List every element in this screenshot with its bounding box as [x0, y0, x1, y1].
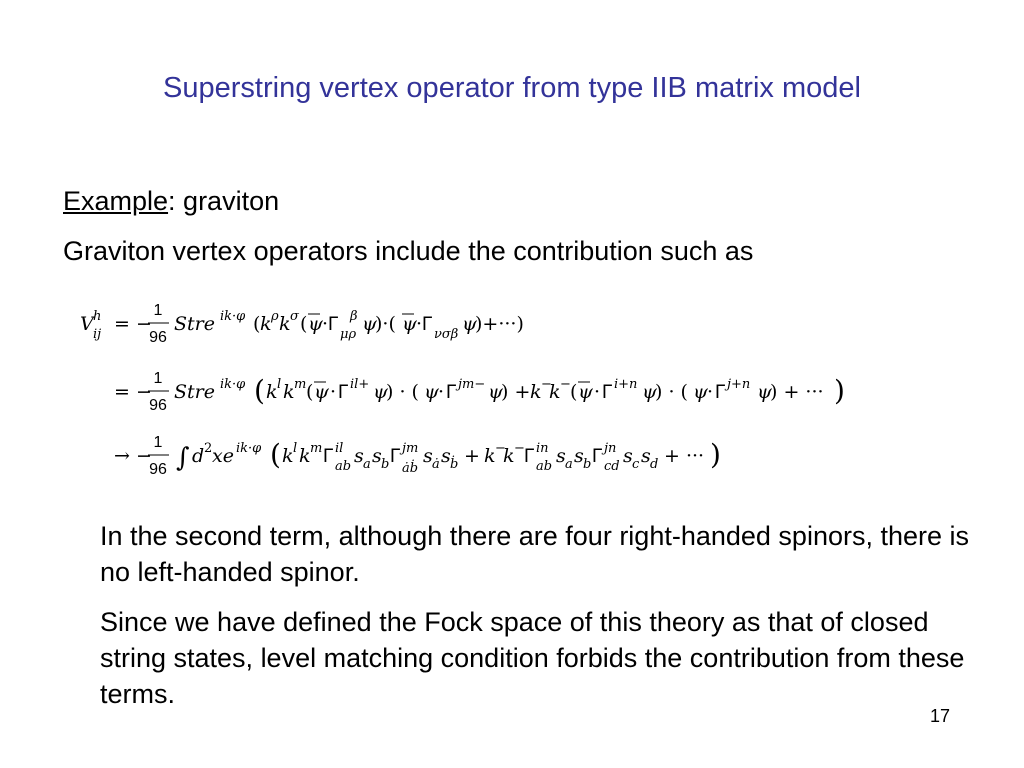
svg-text:) +: ) +: [501, 381, 531, 403]
svg-text:ψ: ψ: [642, 381, 657, 403]
svg-text:∫: ∫: [176, 443, 190, 473]
svg-text:96: 96: [149, 461, 167, 478]
svg-text:−: −: [136, 381, 152, 403]
svg-text:−: −: [514, 441, 525, 456]
svg-text:ρ: ρ: [271, 309, 279, 324]
svg-text:ab: ab: [536, 459, 553, 474]
svg-text:): ): [710, 438, 721, 471]
svg-text:→: →: [114, 445, 130, 467]
svg-text:jm: jm: [402, 441, 419, 456]
svg-text:s: s: [354, 445, 364, 467]
svg-text:k: k: [266, 381, 278, 403]
svg-text:=: =: [114, 381, 130, 403]
svg-text:96: 96: [149, 329, 167, 346]
svg-text:) + ···: ) + ···: [770, 381, 824, 403]
svg-text:·: ·: [594, 381, 601, 403]
svg-text:Γ: Γ: [390, 446, 401, 467]
svg-text:ij: ij: [93, 327, 102, 342]
svg-text:(: (: [270, 438, 281, 471]
svg-text:ψ: ψ: [578, 381, 593, 403]
svg-text:d: d: [192, 445, 205, 467]
svg-text:(: (: [570, 381, 578, 403]
paragraph-fock-space: Since we have defined the Fock space of this theory as that of closed string states, level matching condition forbids the contribution from these terms.: [100, 607, 965, 709]
svg-text:1: 1: [153, 434, 163, 451]
svg-text:l: l: [293, 441, 298, 456]
svg-text:μρ: μρ: [340, 327, 357, 342]
svg-text:(: (: [300, 313, 308, 335]
svg-text:ψ: ψ: [373, 381, 388, 403]
svg-text:)·(: )·(: [375, 313, 396, 335]
svg-text:νσβ: νσβ: [434, 327, 459, 342]
equation-block: [80, 290, 990, 490]
svg-text:k: k: [549, 381, 561, 403]
svg-text:cd: cd: [604, 459, 620, 474]
svg-text:k: k: [279, 313, 291, 335]
svg-text:ψ: ψ: [462, 313, 477, 335]
svg-text:il+: il+: [350, 377, 370, 392]
svg-text:Γ: Γ: [524, 446, 535, 467]
svg-text:jn: jn: [604, 441, 617, 456]
svg-text:Γ: Γ: [446, 382, 457, 403]
svg-text:ḃ: ḃ: [450, 457, 459, 472]
svg-text:s: s: [441, 445, 451, 467]
equation-3: [114, 434, 721, 478]
svg-text:ψ: ψ: [362, 313, 377, 335]
svg-text:96: 96: [149, 397, 167, 414]
svg-text:)+···): )+···): [475, 313, 524, 335]
svg-text:·: ·: [330, 381, 337, 403]
svg-text:Stre: Stre: [174, 313, 215, 335]
svg-text:k: k: [282, 445, 294, 467]
example-label: Example: [63, 186, 169, 216]
svg-text:s: s: [574, 445, 584, 467]
svg-text:ψ: ψ: [757, 381, 772, 403]
svg-text:ik·φ: ik·φ: [236, 441, 262, 456]
svg-text:j+n: j+n: [727, 377, 751, 392]
svg-text:(: (: [253, 313, 261, 335]
svg-text:ȧḃ: ȧḃ: [402, 461, 419, 476]
page-number: 17: [930, 706, 951, 726]
svg-text:d: d: [650, 457, 659, 472]
intro-line: Graviton vertex operators include the contribution such as: [63, 236, 754, 266]
svg-text:ψ: ψ: [488, 381, 503, 403]
svg-text:·: ·: [438, 381, 445, 403]
svg-text:=: =: [114, 313, 130, 335]
svg-text:c: c: [632, 457, 640, 472]
svg-text:xe: xe: [212, 445, 234, 467]
svg-text:−: −: [541, 377, 552, 392]
svg-text:2: 2: [204, 441, 213, 456]
svg-text:+: +: [464, 445, 480, 467]
svg-text:+ ···: + ···: [664, 445, 705, 467]
svg-text:Γ: Γ: [338, 382, 349, 403]
svg-text:Γ: Γ: [328, 314, 339, 335]
slide-title: Superstring vertex operator from type IIB matrix model: [163, 72, 861, 104]
example-text: : graviton: [168, 186, 280, 216]
svg-text:ik·φ: ik·φ: [220, 309, 246, 324]
svg-text:k: k: [484, 445, 496, 467]
equation-2: [114, 370, 845, 414]
svg-text:Γ: Γ: [592, 446, 603, 467]
svg-text:Γ: Γ: [422, 314, 433, 335]
svg-text:k: k: [283, 381, 295, 403]
svg-text:Γ: Γ: [715, 382, 726, 403]
svg-text:s: s: [556, 445, 566, 467]
svg-text:il: il: [335, 441, 344, 456]
equation-1: [80, 302, 524, 346]
svg-text:(: (: [254, 374, 265, 407]
svg-text:): ): [834, 374, 845, 407]
svg-text:k: k: [260, 313, 272, 335]
svg-text:1: 1: [153, 302, 163, 319]
svg-text:V: V: [80, 313, 94, 335]
svg-text:jm−: jm−: [458, 377, 486, 392]
svg-text:s: s: [423, 445, 433, 467]
svg-text:Γ: Γ: [323, 446, 334, 467]
svg-text:in: in: [536, 441, 549, 456]
svg-text:) · (: ) · (: [386, 381, 419, 403]
svg-text:) · (: ) · (: [655, 381, 688, 403]
svg-text:·: ·: [707, 381, 714, 403]
svg-text:ik·φ: ik·φ: [220, 377, 246, 392]
svg-text:−: −: [136, 445, 152, 467]
svg-text:k: k: [299, 445, 311, 467]
example-line: [63, 186, 279, 217]
svg-text:ψ: ψ: [402, 313, 417, 335]
svg-text:σ: σ: [290, 309, 299, 324]
svg-text:−: −: [136, 313, 152, 335]
svg-text:−: −: [560, 377, 571, 392]
svg-text:k: k: [503, 445, 515, 467]
svg-text:l: l: [277, 377, 282, 392]
svg-text:−: −: [495, 441, 506, 456]
svg-text:a: a: [565, 457, 573, 472]
svg-text:ψ: ψ: [424, 381, 439, 403]
svg-text:ψ: ψ: [308, 313, 323, 335]
svg-text:·: ·: [322, 313, 329, 335]
paragraph-second-term: In the second term, although there are four right-handed spinors, there is no left-handed spinor.: [100, 521, 970, 587]
svg-text:s: s: [372, 445, 382, 467]
svg-text:k: k: [530, 381, 542, 403]
svg-text:a: a: [363, 457, 371, 472]
svg-text:Stre: Stre: [174, 381, 215, 403]
svg-text:1: 1: [153, 370, 163, 387]
svg-text:s: s: [641, 445, 651, 467]
svg-text:m: m: [310, 441, 323, 456]
svg-text:ψ: ψ: [693, 381, 708, 403]
svg-text:s: s: [623, 445, 633, 467]
svg-text:β: β: [350, 309, 358, 324]
svg-text:i+n: i+n: [614, 377, 638, 392]
svg-text:(: (: [306, 381, 314, 403]
svg-text:m: m: [294, 377, 307, 392]
svg-text:ab: ab: [335, 459, 352, 474]
svg-text:Γ: Γ: [602, 382, 613, 403]
svg-text:ψ: ψ: [314, 381, 329, 403]
svg-text:·: ·: [416, 313, 423, 335]
svg-text:b: b: [583, 457, 592, 472]
svg-text:ȧ: ȧ: [432, 457, 440, 472]
svg-text:h: h: [93, 309, 102, 324]
svg-text:b: b: [381, 457, 390, 472]
